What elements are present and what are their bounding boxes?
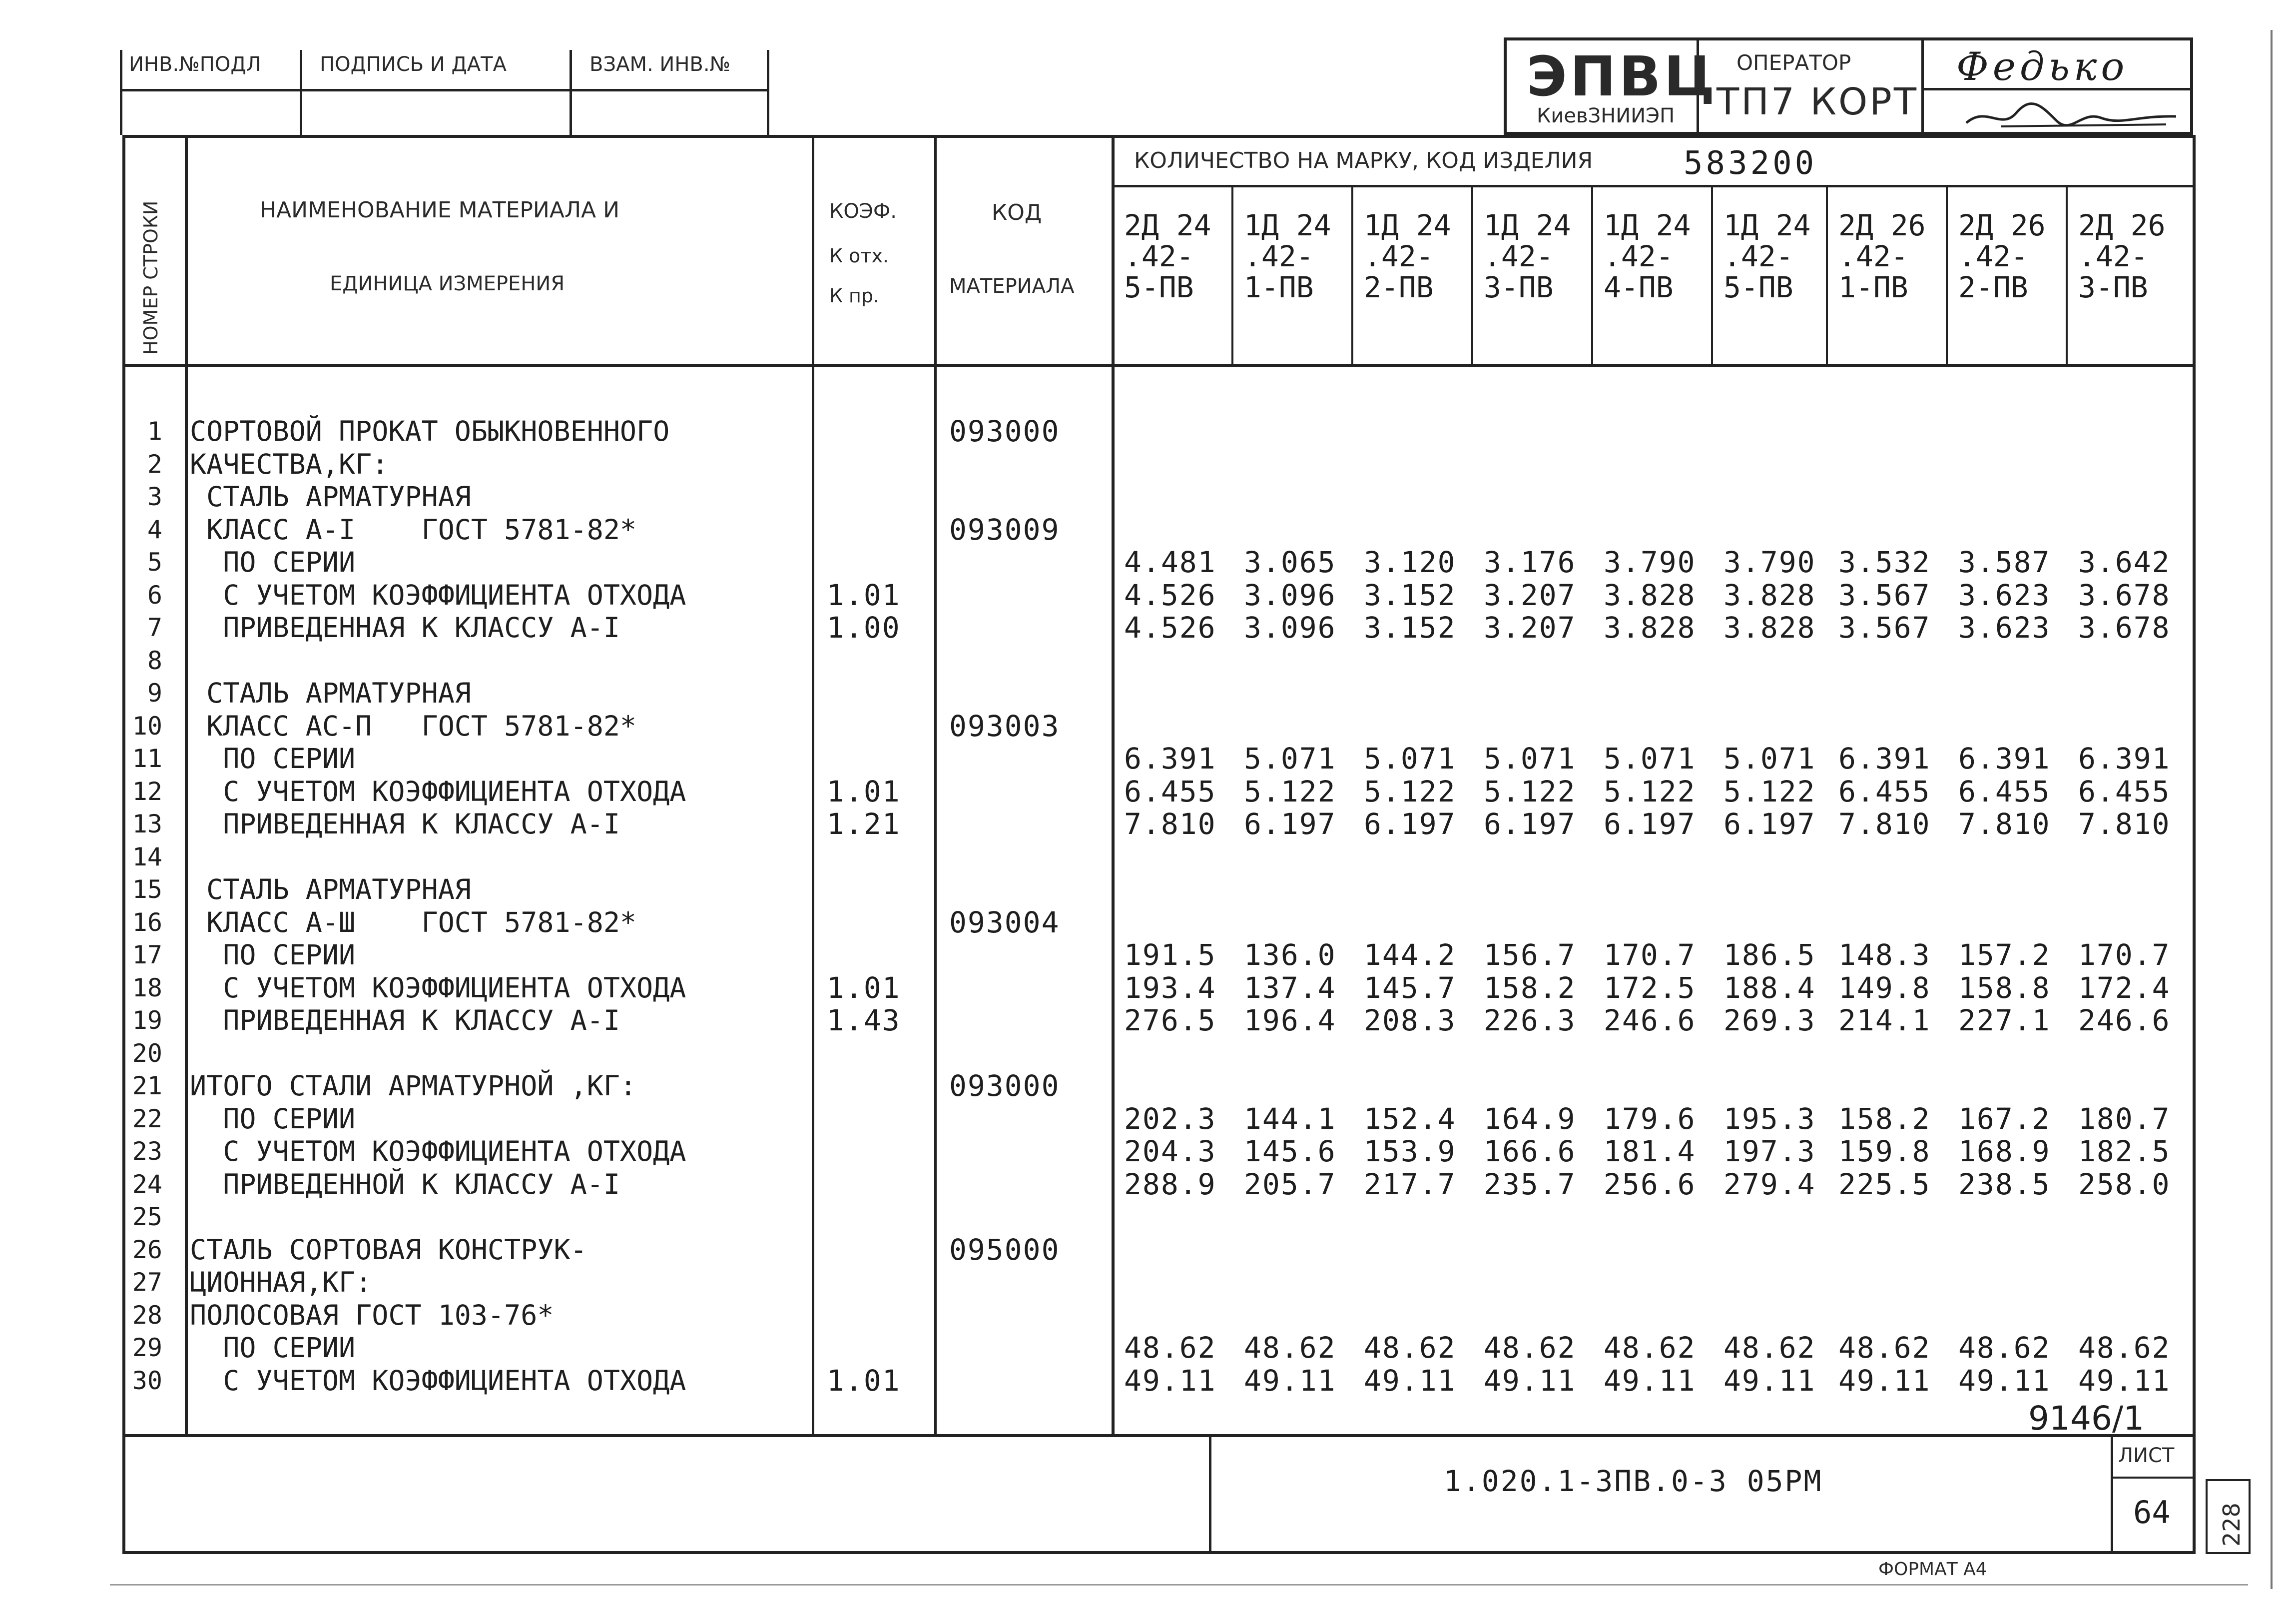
- quantity-cell: 186.5: [1723, 938, 1816, 972]
- signature: [1956, 95, 2186, 135]
- quantity-cell: 208.3: [1364, 1003, 1456, 1037]
- quantity-cell: 205.7: [1244, 1167, 1336, 1201]
- quantity-cell: 49.11: [1604, 1363, 1696, 1398]
- coef-waste-header: К отх.: [829, 245, 889, 267]
- quantity-cell: 5.071: [1604, 742, 1696, 776]
- quantity-cell: 145.7: [1364, 970, 1456, 1005]
- quantity-cell: 48.62: [1124, 1331, 1216, 1365]
- operator-name: Федько: [1956, 44, 2129, 89]
- quantity-cell: 6.391: [1124, 742, 1216, 776]
- quantity-cell: 48.62: [1244, 1331, 1336, 1365]
- quantity-cell: 170.7: [1604, 938, 1696, 972]
- coefficient: 1.21: [827, 807, 901, 841]
- row-number: 7: [147, 613, 162, 642]
- quantity-cell: 48.62: [1604, 1331, 1696, 1365]
- quantity-cell: 158.8: [1958, 970, 2051, 1005]
- row-number: 8: [147, 646, 162, 675]
- row-number: 14: [132, 842, 162, 871]
- quantity-cell: 3.532: [1838, 545, 1931, 579]
- quantity-cell: 6.391: [1958, 742, 2051, 776]
- quantity-cell: 3.207: [1484, 578, 1576, 612]
- quantity-cell: 246.6: [1604, 1003, 1696, 1037]
- row-number: 11: [132, 744, 162, 773]
- quantity-cell: 3.790: [1723, 545, 1816, 579]
- material-code-header: МАТЕРИАЛА: [949, 275, 1075, 298]
- row-number: 25: [132, 1202, 162, 1231]
- replace-inv-label: ВЗАМ. ИНВ.№: [589, 53, 731, 76]
- material-name: ПО СЕРИИ: [190, 939, 356, 971]
- quantity-cell: 5.071: [1244, 742, 1336, 776]
- quantity-cell: 48.62: [1838, 1331, 1931, 1365]
- quantity-cell: 3.623: [1958, 611, 2051, 645]
- column-header-5: 1Д 24 .42- 4-ПВ: [1604, 208, 1691, 304]
- coefficient: 1.01: [827, 774, 901, 808]
- title-box: [1504, 37, 2193, 135]
- quantity-cell: 3.828: [1604, 611, 1696, 645]
- quantity-cell: 246.6: [2078, 1003, 2171, 1037]
- quantity-cell: 4.526: [1124, 611, 1216, 645]
- quantity-cell: 144.2: [1364, 938, 1456, 972]
- quantity-cell: 3.828: [1723, 611, 1816, 645]
- quantity-cell: 276.5: [1124, 1003, 1216, 1037]
- quantity-cell: 48.62: [1364, 1331, 1456, 1365]
- quantity-cell: 152.4: [1364, 1101, 1456, 1136]
- quantity-cell: 3.567: [1838, 611, 1931, 645]
- quantity-cell: 49.11: [1723, 1363, 1816, 1398]
- material-name: ПО СЕРИИ: [190, 1102, 356, 1135]
- material-name: С УЧЕТОМ КОЭФФИЦИЕНТА ОТХОДА: [190, 775, 686, 807]
- approval-stamp: [120, 50, 769, 135]
- quantity-cell: 238.5: [1958, 1167, 2051, 1201]
- quantity-cell: 3.790: [1604, 545, 1696, 579]
- side-number: 228: [2218, 1503, 2245, 1547]
- coefficient: 1.01: [827, 578, 901, 612]
- quantity-cell: 5.071: [1364, 742, 1456, 776]
- quantity-cell: 4.526: [1124, 578, 1216, 612]
- quantity-cell: 48.62: [2078, 1331, 2171, 1365]
- row-number: 10: [132, 711, 162, 741]
- quantity-cell: 6.197: [1484, 807, 1576, 841]
- quantity-cell: 7.810: [1958, 807, 2051, 841]
- quantity-cell: 48.62: [1484, 1331, 1576, 1365]
- quantity-cell: 3.176: [1484, 545, 1576, 579]
- quantity-cell: 197.3: [1723, 1134, 1816, 1168]
- material-name: СОРТОВОЙ ПРОКАТ ОБЫКНОВЕННОГО: [190, 415, 670, 447]
- quantity-cell: 166.6: [1484, 1134, 1576, 1168]
- quantity-cell: 3.587: [1958, 545, 2051, 579]
- handwritten-number: 9146/1: [2028, 1399, 2145, 1438]
- quantity-cell: 6.197: [1604, 807, 1696, 841]
- quantity-cell: 172.5: [1604, 970, 1696, 1005]
- quantity-cell: 3.642: [2078, 545, 2171, 579]
- material-code: 095000: [949, 1232, 1060, 1267]
- row-number: 19: [132, 1006, 162, 1035]
- column-header-2: 1Д 24 .42- 1-ПВ: [1244, 208, 1331, 304]
- org-subname: КиевЗНИИЭП: [1537, 104, 1675, 127]
- quantity-cell: 49.11: [1838, 1363, 1931, 1398]
- quantity-cell: 227.1: [1958, 1003, 2051, 1037]
- quantity-cell: 5.122: [1723, 774, 1816, 808]
- quantity-cell: 148.3: [1838, 938, 1931, 972]
- quantity-cell: 159.8: [1838, 1134, 1931, 1168]
- quantity-cell: 49.11: [1364, 1363, 1456, 1398]
- quantity-cell: 3.567: [1838, 578, 1931, 612]
- quantity-cell: 6.391: [1838, 742, 1931, 776]
- coef-header: КОЭФ.: [829, 200, 897, 223]
- quantity-cell: 3.678: [2078, 611, 2171, 645]
- quantity-cell: 3.828: [1604, 578, 1696, 612]
- quantity-cell: 5.122: [1604, 774, 1696, 808]
- quantity-cell: 235.7: [1484, 1167, 1576, 1201]
- quantity-cell: 6.455: [1124, 774, 1216, 808]
- quantity-cell: 7.810: [1838, 807, 1931, 841]
- sheet-number: 64: [2133, 1494, 2171, 1531]
- quantity-cell: 48.62: [1723, 1331, 1816, 1365]
- material-name-header: НАИМЕНОВАНИЕ МАТЕРИАЛА И: [260, 197, 620, 223]
- material-name: ПО СЕРИИ: [190, 1332, 356, 1364]
- row-number: 12: [132, 777, 162, 806]
- quantity-cell: 3.096: [1244, 611, 1336, 645]
- quantity-cell: 3.207: [1484, 611, 1576, 645]
- row-number: 28: [132, 1300, 162, 1330]
- row-number: 3: [147, 482, 162, 511]
- material-name: СТАЛЬ АРМАТУРНАЯ: [190, 677, 471, 709]
- quantity-cell: 136.0: [1244, 938, 1336, 972]
- material-code: 093009: [949, 512, 1060, 547]
- quantity-cell: 7.810: [2078, 807, 2171, 841]
- quantity-cell: 6.455: [1838, 774, 1931, 808]
- quantity-cell: 3.152: [1364, 578, 1456, 612]
- quantity-cell: 6.197: [1364, 807, 1456, 841]
- material-code: 093000: [949, 414, 1060, 448]
- material-name: С УЧЕТОМ КОЭФФИЦИЕНТА ОТХОДА: [190, 971, 686, 1004]
- operator-label: ОПЕРАТОР: [1736, 50, 1851, 75]
- quantity-cell: 3.623: [1958, 578, 2051, 612]
- quantity-cell: 49.11: [1484, 1363, 1576, 1398]
- format-label: ФОРМАТ А4: [1878, 1559, 1987, 1580]
- quantity-cell: 182.5: [2078, 1134, 2171, 1168]
- row-number: 26: [132, 1235, 162, 1264]
- material-name: КАЧЕСТВА,КГ:: [190, 448, 389, 480]
- quantity-cell: 149.8: [1838, 970, 1931, 1005]
- column-header-6: 1Д 24 .42- 5-ПВ: [1723, 208, 1811, 304]
- quantity-cell: 3.828: [1723, 578, 1816, 612]
- quantity-cell: 217.7: [1364, 1167, 1456, 1201]
- column-header-7: 2Д 26 .42- 1-ПВ: [1838, 208, 1926, 304]
- quantity-cell: 5.122: [1484, 774, 1576, 808]
- material-name: СТАЛЬ СОРТОВАЯ КОНСТРУК-: [190, 1233, 587, 1266]
- quantity-cell: 49.11: [2078, 1363, 2171, 1398]
- quantity-cell: 144.1: [1244, 1101, 1336, 1136]
- row-number: 17: [132, 940, 162, 969]
- sign-date-label: ПОДПИСЬ И ДАТА: [320, 53, 507, 76]
- quantity-cell: 6.197: [1723, 807, 1816, 841]
- quantity-cell: 179.6: [1604, 1101, 1696, 1136]
- row-number: 20: [132, 1038, 162, 1068]
- quantity-cell: 225.5: [1838, 1167, 1931, 1201]
- coefficient: 1.01: [827, 1363, 901, 1398]
- row-number: 29: [132, 1333, 162, 1362]
- coefficient: 1.01: [827, 970, 901, 1005]
- quantity-cell: 164.9: [1484, 1101, 1576, 1136]
- product-code: 583200: [1684, 145, 1817, 182]
- code-header: КОД: [992, 200, 1042, 225]
- material-name: СТАЛЬ АРМАТУРНАЯ: [190, 873, 471, 905]
- column-header-8: 2Д 26 .42- 2-ПВ: [1958, 208, 2046, 304]
- inv-label: ИНВ.№ПОДЛ: [129, 53, 261, 76]
- row-number: 1: [147, 417, 162, 446]
- coef-reduced-header: К пр.: [829, 285, 880, 307]
- quantity-cell: 288.9: [1124, 1167, 1216, 1201]
- row-number: 30: [132, 1366, 162, 1395]
- sheet-label: ЛИСТ: [2118, 1444, 2175, 1467]
- quantity-cell: 191.5: [1124, 938, 1216, 972]
- quantity-cell: 3.678: [2078, 578, 2171, 612]
- quantity-cell: 269.3: [1723, 1003, 1816, 1037]
- row-number: 16: [132, 907, 162, 937]
- quantity-cell: 170.7: [2078, 938, 2171, 972]
- quantity-cell: 181.4: [1604, 1134, 1696, 1168]
- material-name: КЛАСС А-Ш ГОСТ 5781-82*: [190, 906, 637, 938]
- quantity-cell: 158.2: [1484, 970, 1576, 1005]
- material-name: С УЧЕТОМ КОЭФФИЦИЕНТА ОТХОДА: [190, 1135, 686, 1167]
- quantity-cell: 145.6: [1244, 1134, 1336, 1168]
- material-name: ПРИВЕДЕННОЙ К КЛАССУ А-I: [190, 1168, 620, 1200]
- quantity-cell: 180.7: [2078, 1101, 2171, 1136]
- quantity-cell: 153.9: [1364, 1134, 1456, 1168]
- column-header-1: 2Д 24 .42- 5-ПВ: [1124, 208, 1211, 304]
- quantity-cell: 49.11: [1958, 1363, 2051, 1398]
- row-number: 15: [132, 875, 162, 904]
- quantity-cell: 3.096: [1244, 578, 1336, 612]
- material-name: ПО СЕРИИ: [190, 743, 356, 775]
- material-code: 093003: [949, 709, 1060, 743]
- quantity-cell: 202.3: [1124, 1101, 1216, 1136]
- quantity-cell: 49.11: [1244, 1363, 1336, 1398]
- material-name: ПОЛОСОВАЯ ГОСТ 103-76*: [190, 1299, 554, 1331]
- row-number-header: НОМЕР СТРОКИ: [140, 200, 162, 355]
- quantity-cell: 5.122: [1364, 774, 1456, 808]
- quantity-cell: 226.3: [1484, 1003, 1576, 1037]
- quantity-cell: 3.065: [1244, 545, 1336, 579]
- row-number: 27: [132, 1268, 162, 1297]
- quantity-cell: 5.122: [1244, 774, 1336, 808]
- row-number: 6: [147, 580, 162, 610]
- operator-value: ТП7 КОРТ: [1717, 80, 1919, 123]
- material-code: 093004: [949, 905, 1060, 939]
- quantity-cell: 256.6: [1604, 1167, 1696, 1201]
- material-name: КЛАСС АС-П ГОСТ 5781-82*: [190, 710, 637, 742]
- quantity-cell: 6.455: [2078, 774, 2171, 808]
- material-name: КЛАСС А-I ГОСТ 5781-82*: [190, 513, 637, 546]
- column-header-4: 1Д 24 .42- 3-ПВ: [1484, 208, 1571, 304]
- quantity-cell: 3.120: [1364, 545, 1456, 579]
- quantity-header: КОЛИЧЕСТВО НА МАРКУ, КОД ИЗДЕЛИЯ: [1134, 148, 1593, 173]
- quantity-cell: 195.3: [1723, 1101, 1816, 1136]
- quantity-cell: 3.152: [1364, 611, 1456, 645]
- material-name: С УЧЕТОМ КОЭФФИЦИЕНТА ОТХОДА: [190, 1364, 686, 1397]
- material-name: ПО СЕРИИ: [190, 546, 356, 578]
- row-number: 22: [132, 1104, 162, 1133]
- quantity-cell: 49.11: [1124, 1363, 1216, 1398]
- quantity-cell: 158.2: [1838, 1101, 1931, 1136]
- quantity-cell: 168.9: [1958, 1134, 2051, 1168]
- material-unit-header: ЕДИНИЦА ИЗМЕРЕНИЯ: [330, 272, 565, 295]
- quantity-cell: 137.4: [1244, 970, 1336, 1005]
- column-header-9: 2Д 26 .42- 3-ПВ: [2078, 208, 2166, 304]
- material-name: ПРИВЕДЕННАЯ К КЛАССУ А-I: [190, 612, 620, 644]
- quantity-cell: 167.2: [1958, 1101, 2051, 1136]
- quantity-cell: 258.0: [2078, 1167, 2171, 1201]
- row-number: 24: [132, 1169, 162, 1199]
- quantity-cell: 204.3: [1124, 1134, 1216, 1168]
- quantity-cell: 196.4: [1244, 1003, 1336, 1037]
- quantity-cell: 4.481: [1124, 545, 1216, 579]
- material-name: ПРИВЕДЕННАЯ К КЛАССУ А-I: [190, 1004, 620, 1036]
- material-name: СТАЛЬ АРМАТУРНАЯ: [190, 481, 471, 513]
- quantity-cell: 157.2: [1958, 938, 2051, 972]
- row-number: 23: [132, 1137, 162, 1166]
- quantity-cell: 6.455: [1958, 774, 2051, 808]
- material-code: 093000: [949, 1069, 1060, 1103]
- row-number: 9: [147, 679, 162, 708]
- row-number: 21: [132, 1071, 162, 1100]
- quantity-cell: 214.1: [1838, 1003, 1931, 1037]
- row-number: 5: [147, 548, 162, 577]
- quantity-cell: 6.391: [2078, 742, 2171, 776]
- quantity-cell: 188.4: [1723, 970, 1816, 1005]
- coefficient: 1.00: [827, 611, 901, 645]
- quantity-cell: 172.4: [2078, 970, 2171, 1005]
- quantity-cell: 7.810: [1124, 807, 1216, 841]
- column-header-3: 1Д 24 .42- 2-ПВ: [1364, 208, 1451, 304]
- quantity-cell: 48.62: [1958, 1331, 2051, 1365]
- quantity-cell: 5.071: [1484, 742, 1576, 776]
- row-number: 4: [147, 515, 162, 544]
- row-number: 18: [132, 973, 162, 1002]
- row-number: 2: [147, 449, 162, 479]
- document-code: 1.020.1-3ПВ.0-3 05РМ: [1444, 1464, 1823, 1498]
- material-name: ЦИОННАЯ,КГ:: [190, 1266, 372, 1298]
- quantity-cell: 5.071: [1723, 742, 1816, 776]
- quantity-cell: 193.4: [1124, 970, 1216, 1005]
- material-name: С УЧЕТОМ КОЭФФИЦИЕНТА ОТХОДА: [190, 579, 686, 611]
- material-name: ИТОГО СТАЛИ АРМАТУРНОЙ ,КГ:: [190, 1070, 637, 1102]
- quantity-cell: 279.4: [1723, 1167, 1816, 1201]
- coefficient: 1.43: [827, 1003, 901, 1037]
- quantity-cell: 6.197: [1244, 807, 1336, 841]
- quantity-cell: 156.7: [1484, 938, 1576, 972]
- row-number: 13: [132, 809, 162, 838]
- org-name: ЭПВЦ: [1527, 44, 1718, 108]
- material-name: ПРИВЕДЕННАЯ К КЛАССУ А-I: [190, 808, 620, 840]
